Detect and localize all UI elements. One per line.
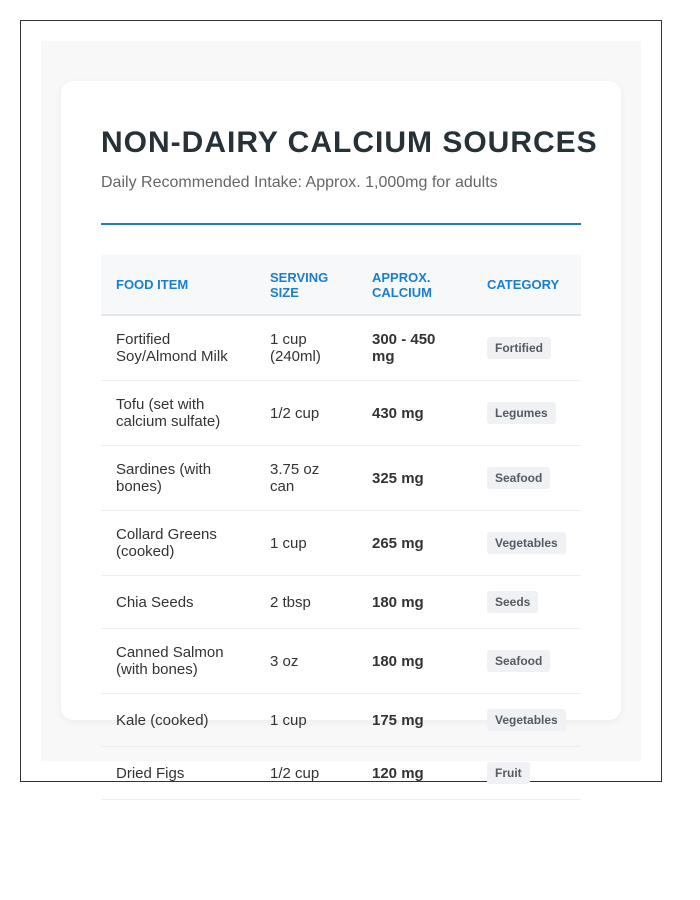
calcium-cell: 300 - 450 mg (357, 315, 472, 381)
calcium-cell: 265 mg (357, 511, 472, 576)
table-row-clipped (101, 800, 581, 803)
category-badge: Vegetables (487, 532, 566, 554)
calcium-cell: 175 mg (357, 694, 472, 747)
page-background (41, 41, 641, 782)
table-row (101, 747, 581, 800)
food-item-cell: Canned Salmon (with bones) (101, 629, 255, 694)
column-header-serving-size: SERVING SIZE (255, 255, 357, 315)
page-title: NON-DAIRY CALCIUM SOURCES (101, 126, 598, 159)
accent-divider (101, 223, 581, 225)
category-cell (472, 747, 581, 800)
category-badge: Fortified (487, 337, 551, 359)
food-item-cell: Dried Figs (101, 747, 255, 800)
table-row (101, 511, 581, 576)
serving-size-cell: 1/2 cup (255, 747, 357, 800)
table-header-row (101, 255, 581, 315)
serving-size-cell: 1 cup (255, 694, 357, 747)
calcium-sources-table (101, 255, 581, 802)
table-row (101, 446, 581, 511)
calcium-cell (357, 800, 472, 803)
serving-size-cell: 1 cup (240ml) (255, 315, 357, 381)
content-card (61, 81, 621, 782)
calcium-cell: 325 mg (357, 446, 472, 511)
calcium-cell: 430 mg (357, 381, 472, 446)
category-cell (472, 381, 581, 446)
category-badge: Vegetables (487, 709, 566, 731)
calcium-cell: 180 mg (357, 629, 472, 694)
column-header-food-item: FOOD ITEM (101, 255, 255, 315)
serving-size-cell: 1/2 cup (255, 381, 357, 446)
food-item-cell (101, 800, 255, 803)
food-item-cell: Kale (cooked) (101, 694, 255, 747)
food-item-cell: Sardines (with bones) (101, 446, 255, 511)
calcium-cell: 120 mg (357, 747, 472, 800)
serving-size-cell (255, 800, 357, 803)
serving-size-cell: 1 cup (255, 511, 357, 576)
serving-size-cell: 3 oz (255, 629, 357, 694)
category-badge: Fruit (487, 762, 530, 784)
column-header-category: CATEGORY (472, 255, 581, 315)
food-item-cell: Fortified Soy/Almond Milk (101, 315, 255, 381)
category-cell (472, 511, 581, 576)
page-subtitle: Daily Recommended Intake: Approx. 1,000mg for adults (101, 174, 498, 191)
category-badge: Seafood (487, 650, 550, 672)
category-cell (472, 694, 581, 747)
food-item-cell: Collard Greens (cooked) (101, 511, 255, 576)
category-badge: Seeds (487, 591, 538, 613)
category-badge: Legumes (487, 402, 556, 424)
table-row (101, 381, 581, 446)
category-cell (472, 446, 581, 511)
category-cell (472, 800, 581, 803)
category-cell (472, 629, 581, 694)
column-header-approx-calcium: APPROX. CALCIUM (357, 255, 472, 315)
food-item-cell: Tofu (set with calcium sulfate) (101, 381, 255, 446)
category-badge: Seafood (487, 467, 550, 489)
category-cell (472, 315, 581, 381)
food-item-cell: Chia Seeds (101, 576, 255, 629)
serving-size-cell: 3.75 oz can (255, 446, 357, 511)
calcium-cell: 180 mg (357, 576, 472, 629)
table-row (101, 315, 581, 381)
page-frame (20, 20, 662, 782)
table-row (101, 629, 581, 694)
table-row (101, 694, 581, 747)
category-cell (472, 576, 581, 629)
table-row (101, 576, 581, 629)
serving-size-cell: 2 tbsp (255, 576, 357, 629)
